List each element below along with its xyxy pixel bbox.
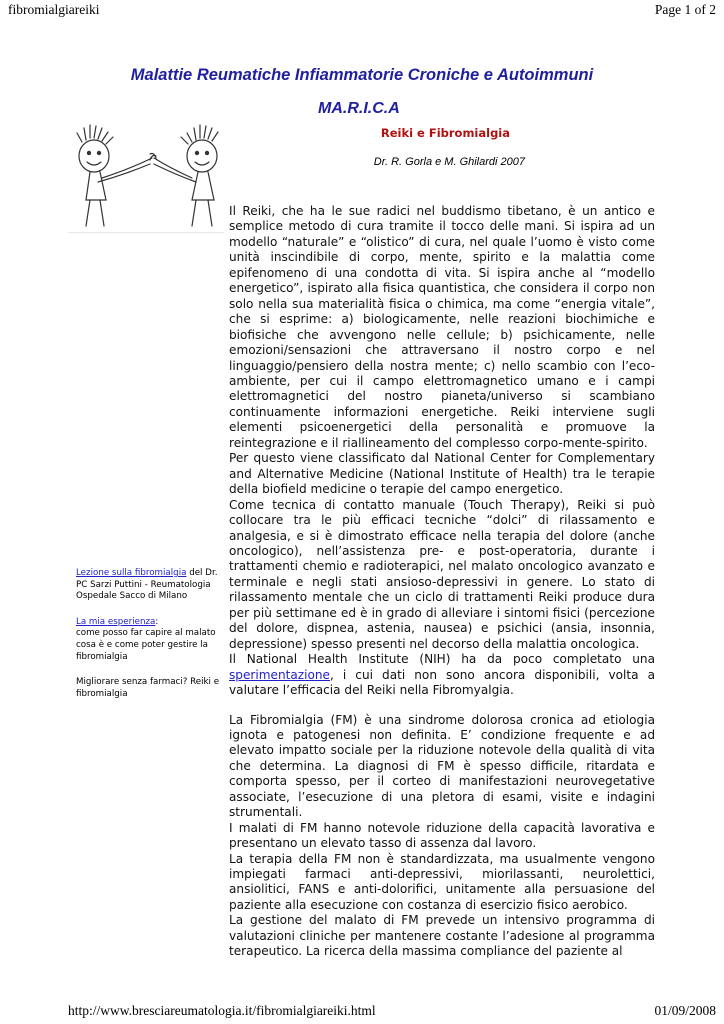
paragraph-gap <box>229 699 655 713</box>
sidebar-group-lesson <box>76 568 222 603</box>
nih-text-after: , i cui dati non sono ancora disponibili, volta a valutare l’efficacia del Reiki nella Fibromyalgia. <box>229 667 655 698</box>
sidebar-note: Migliorare senza farmaci? Reiki e fibromialgia <box>76 677 220 699</box>
experience-link[interactable]: La mia esperienza <box>76 616 156 627</box>
nih-text-before: Il National Health Institute (NIH) ha da poco completato una <box>229 652 655 667</box>
sperimentazione-link[interactable]: sperimentazione <box>229 667 331 682</box>
children-touching-hands-illustration <box>68 122 224 232</box>
paragraph-classification: Per questo viene classificato dal National Center for Complementary and Alternative Medicine (National Institute of Health) tra le terapie della biofield medicine o terapie del campo energetico. <box>229 451 655 497</box>
footer-date: 01/09/2008 <box>654 1003 716 1018</box>
header-page-indicator: Page 1 of 2 <box>654 2 716 17</box>
paragraph-fibromyalgia-def: La Fibromialgia (FM) è una sindrome dolorosa cronica ad etiologia ignota e patogenesi non definita. E’ condizione frequente e ad elevato impatto sociale per la riduzione notevole della qualità di vita che determina. La diagnosi di FM è spesso difficile, ritardata e comporta spesso, per il corteo di manifestazioni neurovegetative associate, l’esecuzione di una pletora di esami, visite e indagini strumentali. <box>229 712 655 820</box>
sidebar-group-experience <box>76 617 222 663</box>
experience-link-suffix: : <box>155 616 159 627</box>
article-body <box>229 204 655 960</box>
lesson-link-suffix: del <box>186 568 203 578</box>
lesson-link[interactable]: Lezione sulla fibromialgia <box>76 568 187 578</box>
paragraph-nih <box>229 652 655 698</box>
page-title: Malattie Reumatiche Infiammatorie Croniche e Autoimmuni <box>130 66 594 84</box>
paragraph-reiki-intro: Il Reiki, che ha le sue radici nel buddismo tibetano, è un antico e semplice metodo di cura tramite il tocco delle mani. Si ispira ad un modello “naturale” e “olistico” di cura, nel quale l’uomo è visto come unità inscindibile di corpo, mente, spirito e la malattia come epifenomeno di una condotta di vita. Si ispira anche al “modello energetico”, ispirato alla fisica quantistica, che considera il corpo non solo nella sua materialità fisica o chimica, ma come “energia vitale”, che si esprime: a) biologicamente, nelle reazioni biochimiche e biofisiche che avvengono nelle cellule; b) psichicamente, nelle emozioni/sensazioni che attraversano il nostro corpo e nel linguaggio/pensiero della nostra mente; c) nello scambio con l’eco-ambiente, per cui il campo elettromagnetico umano e i campi elettromagnetici del nostro pianeta/universo si scambiano continuamente informazioni energetiche. Reiki interviene sugli elementi psicoenergetici della personalità e promuove la reintegrazione e il riallineamento del complesso corpo-mente-spirito. <box>229 204 655 450</box>
paragraph-work-capacity: I malati di FM hanno notevole riduzione della capacità lavorativa e presentano un elevato tasso di assenza dal lavoro. <box>229 820 655 851</box>
lesson-detail: Dr. PC Sarzi Puttini - Reumatologia Ospedale Sacco di Milano <box>76 568 218 602</box>
illustration-divider <box>68 232 224 233</box>
paragraph-management: La gestione del malato di FM prevede un intensivo programma di valutazioni cliniche per mantenere costante l’adesione al programma terapeutico. La ricerca della massima compliance del paziente al <box>229 913 655 959</box>
sidebar <box>76 568 222 714</box>
topic-label: Reiki e Fibromialgia <box>380 126 510 140</box>
paragraph-touch-therapy: Come tecnica di contatto manuale (Touch Therapy), Reiki si può collocare tra le più efficaci tecniche “dolci” di rilassamento e analgesia, e si è dimostrato efficace nella terapia del dolore (anche oncologico), nell’assistenza pre- e post-operatoria, durante i trattamenti chemio e radioterapici, nel malato oncologico avanzato e terminale e negli stati ansioso-depressivi in genere. Lo stato di rilassamento mentale che un ciclo di trattamenti Reiki produce dura per più settimane ed è in grado di alleviare i sintomi fisici (percezione del dolore, dispnea, astenia, nausea) e psichici (ansia, insonnia, depressione) spesso presenti nel decorso della malattia oncologica. <box>229 497 655 651</box>
authors-line: Dr. R. Gorla e M. Ghilardi 2007 <box>373 156 525 168</box>
page-subtitle: MA.R.I.C.A <box>318 100 400 117</box>
paragraph-therapy: La terapia della FM non è standardizzata, ma usualmente vengono impiegati farmaci anti-depressivi, miorilassanti, neurolettici, ansiolitici, FANS e anti-dolorifici, unitamente alla persuasione del paziente alla esecuzione con costanza di esercizio fisico aerobico. <box>229 851 655 912</box>
header-site-name: fibromialgiareiki <box>8 2 100 17</box>
experience-detail: come posso far capire al malato cosa è e come poter gestire la fibromialgia <box>76 628 216 662</box>
footer-url: http://www.bresciareumatologia.it/fibromialgiareiki.html <box>68 1003 376 1018</box>
